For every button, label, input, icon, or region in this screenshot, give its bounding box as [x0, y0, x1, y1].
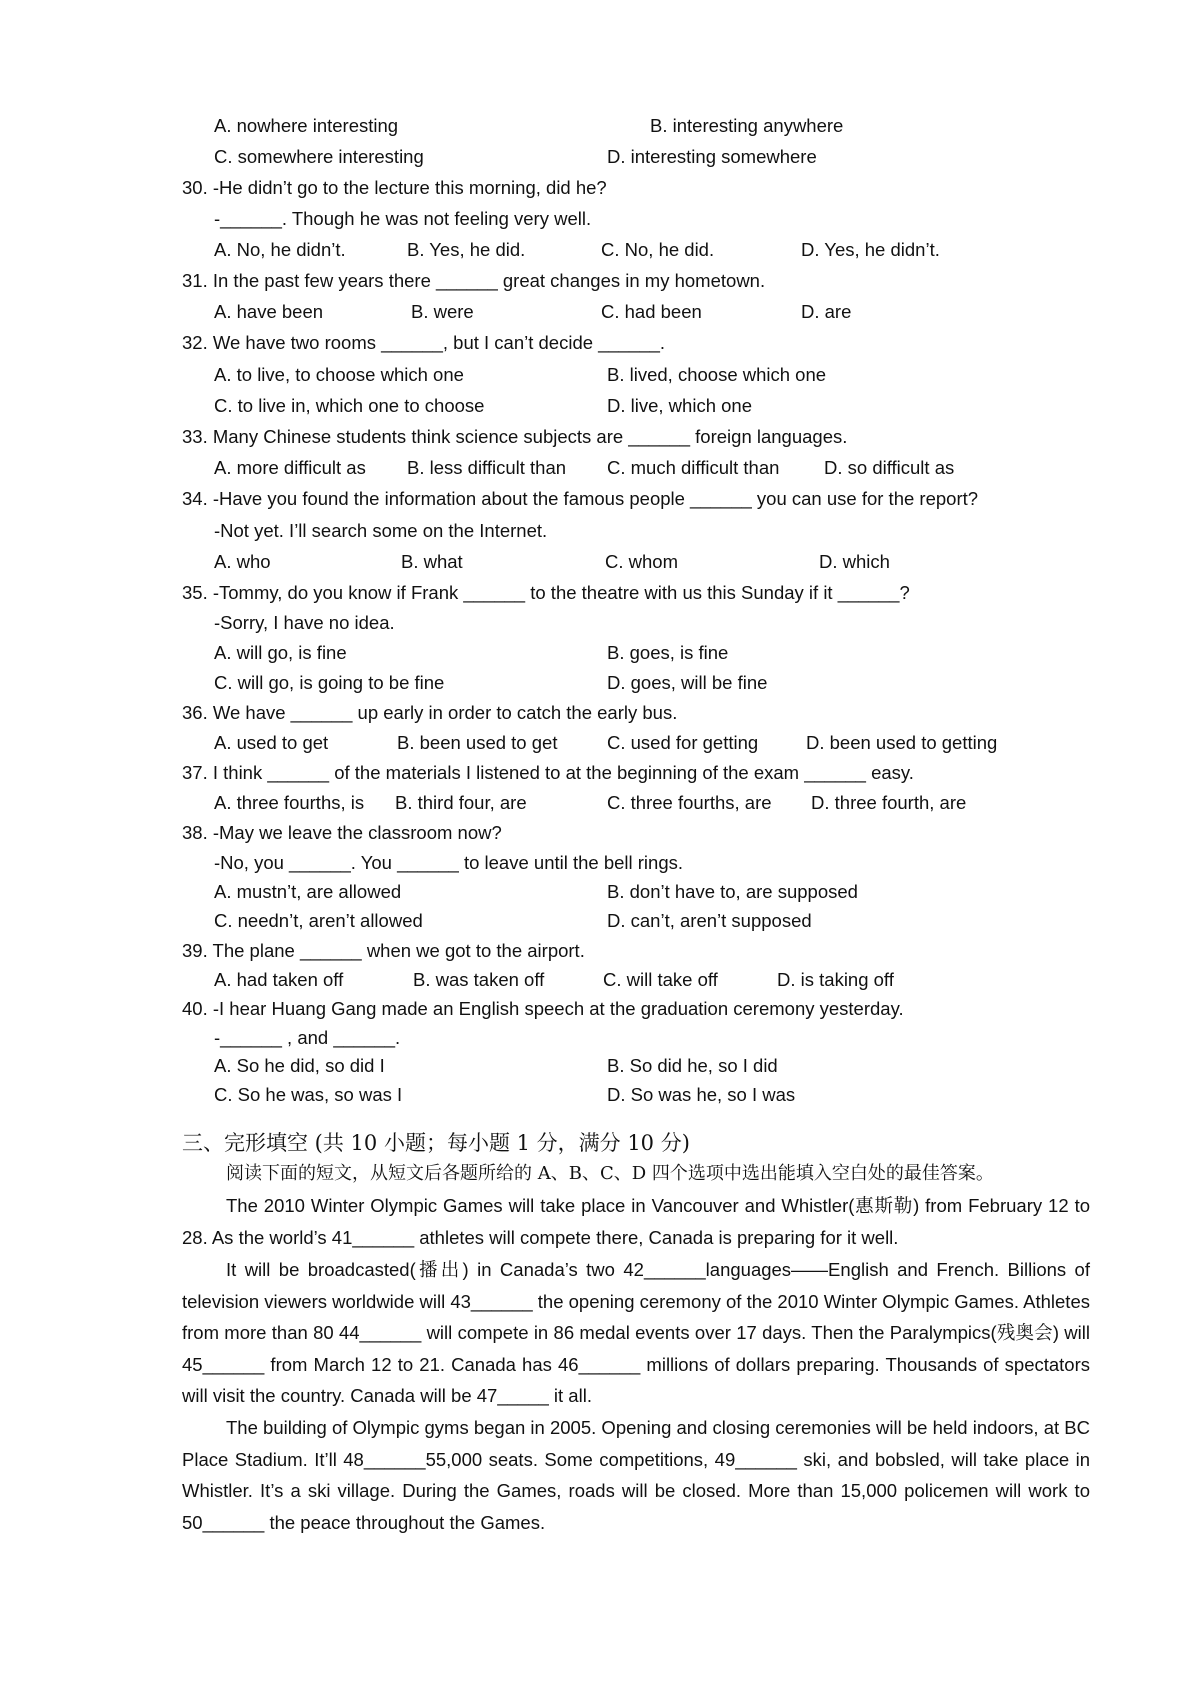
q30-option-d: D. Yes, he didn’t.: [801, 239, 940, 260]
q35-response: -Sorry, I have no idea.: [214, 612, 395, 633]
q37-option-d: D. three fourth, are: [811, 792, 967, 813]
q32-option-c: C. to live in, which one to choose: [214, 395, 485, 416]
q40-response: -______ , and ______.: [214, 1027, 401, 1048]
q37-option-a: A. three fourths, is: [214, 792, 365, 813]
q37-stem: 37. I think ______ of the materials I listened to at the beginning of the exam ______ easy.: [182, 762, 914, 783]
q33-option-d: D. so difficult as: [824, 457, 955, 478]
q39-stem: 39. The plane ______ when we got to the airport.: [182, 940, 585, 961]
q38-option-a: A. mustn’t, are allowed: [214, 881, 402, 902]
q40-option-b: B. So did he, so I did: [607, 1055, 778, 1076]
q39-option-b: B. was taken off: [413, 969, 545, 990]
q34-option-b: B. what: [401, 551, 463, 572]
q34-stem: 34. -Have you found the information about the famous people ______ you can use for the report?: [182, 488, 979, 509]
q39-option-d: D. is taking off: [777, 969, 894, 990]
q36-option-c: C. used for getting: [607, 732, 759, 753]
passage-paragraph-1: The 2010 Winter Olympic Games will take place in Vancouver and Whistler(惠斯勒) from February 12 to 28. As the world’s 41______ athletes will compete there, Canada is preparing for it well.: [182, 1195, 1090, 1248]
q38-option-c: C. needn’t, aren’t allowed: [214, 910, 423, 931]
q32-option-a: A. to live, to choose which one: [214, 364, 464, 385]
q32-stem: 32. We have two rooms ______, but I can’t decide ______.: [182, 332, 666, 353]
q39-option-a: A. had taken off: [214, 969, 344, 990]
q29-option-c: C. somewhere interesting: [214, 146, 424, 167]
q38-option-b: B. don’t have to, are supposed: [607, 881, 858, 902]
q32-option-b: B. lived, choose which one: [607, 364, 827, 385]
q31-option-d: D. are: [801, 301, 852, 322]
section-instruction: 阅读下面的短文，从短文后各题所给的 A、B、C、D 四个选项中选出能填入空白处的最佳答案。: [226, 1163, 994, 1184]
q34-response: -Not yet. I’ll search some on the Internet.: [214, 520, 548, 541]
q34-option-c: C. whom: [605, 551, 678, 572]
q30-response: -______. Though he was not feeling very well.: [214, 208, 592, 229]
q33-option-b: B. less difficult than: [407, 457, 567, 478]
q35-option-d: D. goes, will be fine: [607, 672, 768, 693]
q32-option-d: D. live, which one: [607, 395, 752, 416]
q37-option-c: C. three fourths, are: [607, 792, 772, 813]
q31-option-b: B. were: [411, 301, 474, 322]
q34-option-a: A. who: [214, 551, 271, 572]
q38-response: -No, you ______. You ______ to leave until the bell rings.: [214, 852, 684, 873]
q31-option-c: C. had been: [601, 301, 702, 322]
q30-option-b: B. Yes, he did.: [407, 239, 526, 260]
q38-option-d: D. can’t, aren’t supposed: [607, 910, 812, 931]
q40-option-c: C. So he was, so was I: [214, 1084, 403, 1105]
q36-option-a: A. used to get: [214, 732, 329, 753]
q36-stem: 36. We have ______ up early in order to catch the early bus.: [182, 702, 678, 723]
q31-option-a: A. have been: [214, 301, 324, 322]
q37-option-b: B. third four, are: [395, 792, 527, 813]
q35-option-b: B. goes, is fine: [607, 642, 729, 663]
q33-option-c: C. much difficult than: [607, 457, 780, 478]
q35-stem: 35. -Tommy, do you know if Frank ______ to the theatre with us this Sunday if it ______?: [182, 582, 910, 603]
q40-stem: 40. -I hear Huang Gang made an English speech at the graduation ceremony yesterday.: [182, 998, 904, 1019]
q29-option-d: D. interesting somewhere: [607, 146, 817, 167]
q40-option-a: A. So he did, so did I: [214, 1055, 385, 1076]
q38-stem: 38. -May we leave the classroom now?: [182, 822, 502, 843]
q36-option-d: D. been used to getting: [806, 732, 998, 753]
passage-paragraph-2: It will be broadcasted(播出) in Canada’s two 42______languages——English and French. Billions of television viewers worldwide will 43______ the opening ceremony of the 2010 Winter Olympic Games. Athletes from more than 80 44______ will compete in 86 medal events over 17 days. Then the Paralympics(残奥会) will 45______ from March 12 to 21. Canada has 46______ millions of dollars preparing. Thousands of spectators will visit the country. Canada will be 47_____ it all.: [182, 1259, 1090, 1406]
q30-option-c: C. No, he did.: [601, 239, 715, 260]
q29-option-a: A. nowhere interesting: [214, 115, 399, 136]
passage-paragraph-3: The building of Olympic gyms began in 2005. Opening and closing ceremonies will be held indoors, at BC Place Stadium. It’ll 48______55,000 seats. Some competitions, 49______ ski, and bobsled, will take place in Whistler. It’s a ski village. During the Games, roads will be closed. More than 15,000 policemen will work to 50______ the peace throughout the Games.: [182, 1417, 1090, 1533]
q31-stem: 31. In the past few years there ______ great changes in my hometown.: [182, 270, 766, 291]
q35-option-c: C. will go, is going to be fine: [214, 672, 445, 693]
q34-option-d: D. which: [819, 551, 890, 572]
section-heading: 三、完形填空 (共 10 小题；每小题 1 分，满分 10 分): [182, 1131, 690, 1155]
q33-stem: 33. Many Chinese students think science subjects are ______ foreign languages.: [182, 426, 848, 447]
q40-option-d: D. So was he, so I was: [607, 1084, 796, 1105]
q30-stem: 30. -He didn’t go to the lecture this morning, did he?: [182, 177, 607, 198]
q30-option-a: A. No, he didn’t.: [214, 239, 346, 260]
q33-option-a: A. more difficult as: [214, 457, 366, 478]
q39-option-c: C. will take off: [603, 969, 718, 990]
q29-option-b: B. interesting anywhere: [650, 115, 844, 136]
q35-option-a: A. will go, is fine: [214, 642, 347, 663]
q36-option-b: B. been used to get: [397, 732, 558, 753]
